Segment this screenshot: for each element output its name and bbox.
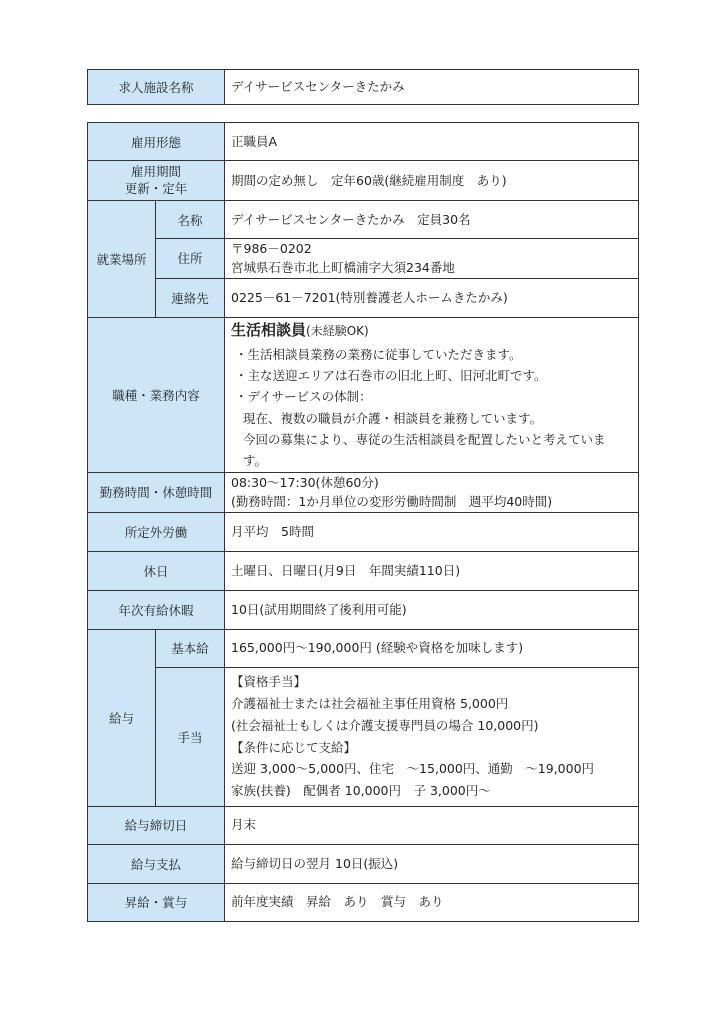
allowance-line-2: 介護福祉士または社会福祉主事任用資格 5,000円	[231, 695, 509, 711]
allowance-line-4: 【条件に応じて支給】	[231, 739, 357, 755]
hours-row	[88, 472, 639, 512]
salary-base-label: 基本給	[156, 629, 225, 667]
employment-type-value: 正職員A	[225, 123, 639, 161]
job-line-2: ・主な送迎エリアは石巻市の旧北上町、旧河北町です。	[235, 368, 547, 383]
paid-leave-row	[88, 590, 639, 629]
raise-value: 前年度実績 昇給 あり 賞与 あり	[225, 883, 639, 921]
job-title-line	[231, 318, 632, 344]
salary-base-row	[88, 629, 639, 667]
salary-label: 給与	[88, 629, 156, 806]
overtime-label: 所定外労働	[88, 512, 225, 551]
overtime-value: 月平均 5時間	[225, 512, 639, 551]
workplace-name-row	[88, 201, 639, 239]
workplace-name-label: 名称	[156, 201, 225, 239]
workplace-label: 就業場所	[88, 201, 156, 318]
employment-period-label-line2: 更新・定年	[124, 180, 188, 196]
address-postal: 〒986－0202	[231, 241, 312, 256]
payment-row	[88, 844, 639, 883]
job-value	[225, 317, 639, 472]
workplace-address-label: 住所	[156, 239, 225, 279]
paid-leave-value: 10日(試用期間終了後利用可能)	[225, 590, 639, 629]
employment-period-label-line1: 雇用期間	[131, 164, 182, 180]
job-row	[88, 317, 639, 472]
hours-value	[225, 472, 639, 512]
holidays-value: 土曜日、日曜日(月9日 年間実績110日)	[225, 551, 639, 590]
job-line-5: 今回の募集により、専従の生活相談員を配置したいと考えていま	[243, 431, 606, 447]
payment-label: 給与支払	[88, 844, 225, 883]
facility-row	[88, 70, 639, 105]
job-line-6: す。	[243, 453, 268, 468]
closing-row	[88, 806, 639, 844]
hours-label: 勤務時間・休憩時間	[88, 472, 225, 512]
job-line-4: 現在、複数の職員が介護・相談員を兼務しています。	[243, 410, 543, 426]
allowance-line-5: 送迎 3,000～5,000円、住宅 ～15,000円、通勤 ～19,000円	[231, 761, 595, 777]
employment-type-label: 雇用形態	[88, 123, 225, 161]
workplace-address-value	[225, 239, 639, 279]
facility-table	[87, 69, 639, 105]
overtime-row	[88, 512, 639, 551]
workplace-name-value: デイサービスセンターきたかみ 定員30名	[225, 201, 639, 239]
job-title: 生活相談員	[231, 321, 307, 340]
job-line-1: ・生活相談員業務の業務に従事していただきます。	[235, 346, 522, 362]
allowance-line-3: (社会福祉士もしくは介護支援専門員の場合 10,000円)	[231, 717, 539, 733]
salary-allowance-value	[225, 667, 639, 806]
job-line-3: ・デイサービスの体制：	[235, 389, 372, 405]
employment-period-label	[88, 161, 225, 201]
allowance-line-6: 家族(扶養) 配偶者 10,000円 子 3,000円～	[231, 783, 491, 799]
employment-period-row	[88, 161, 639, 201]
workplace-contact-label: 連絡先	[156, 278, 225, 317]
salary-base-value: 165,000円～190,000円 (経験や資格を加味します)	[225, 629, 639, 667]
facility-label: 求人施設名称	[88, 70, 225, 105]
paid-leave-label: 年次有給休暇	[88, 590, 225, 629]
closing-label: 給与締切日	[88, 806, 225, 844]
workplace-contact-value: 0225－61－7201(特別養護老人ホームきたかみ)	[225, 278, 639, 317]
allowance-line-1: 【資格手当】	[231, 673, 307, 689]
salary-allowance-label: 手当	[156, 667, 225, 806]
employment-type-row	[88, 123, 639, 161]
hours-line-2: (勤務時間：1か月単位の変形労働時間制 週平均40時間)	[231, 494, 553, 510]
holidays-row	[88, 551, 639, 590]
raise-row	[88, 883, 639, 921]
job-title-note: (未経験OK)	[306, 324, 369, 339]
address-street: 宮城県石巻市北上町橋浦字大須234番地	[231, 260, 455, 276]
facility-value: デイサービスセンターきたかみ	[225, 70, 639, 105]
raise-label: 昇給・賞与	[88, 883, 225, 921]
workplace-address-row	[88, 239, 639, 279]
employment-period-value: 期間の定め無し 定年60歳(継続雇用制度 あり)	[225, 161, 639, 201]
holidays-label: 休日	[88, 551, 225, 590]
job-details-table	[87, 122, 639, 922]
salary-allowance-row	[88, 667, 639, 806]
hours-line-1: 08:30～17:30(休憩60分)	[231, 474, 379, 490]
workplace-contact-row	[88, 278, 639, 317]
job-label: 職種・業務内容	[88, 317, 225, 472]
payment-value: 給与締切日の翌月 10日(振込)	[225, 844, 639, 883]
closing-value: 月末	[225, 806, 639, 844]
